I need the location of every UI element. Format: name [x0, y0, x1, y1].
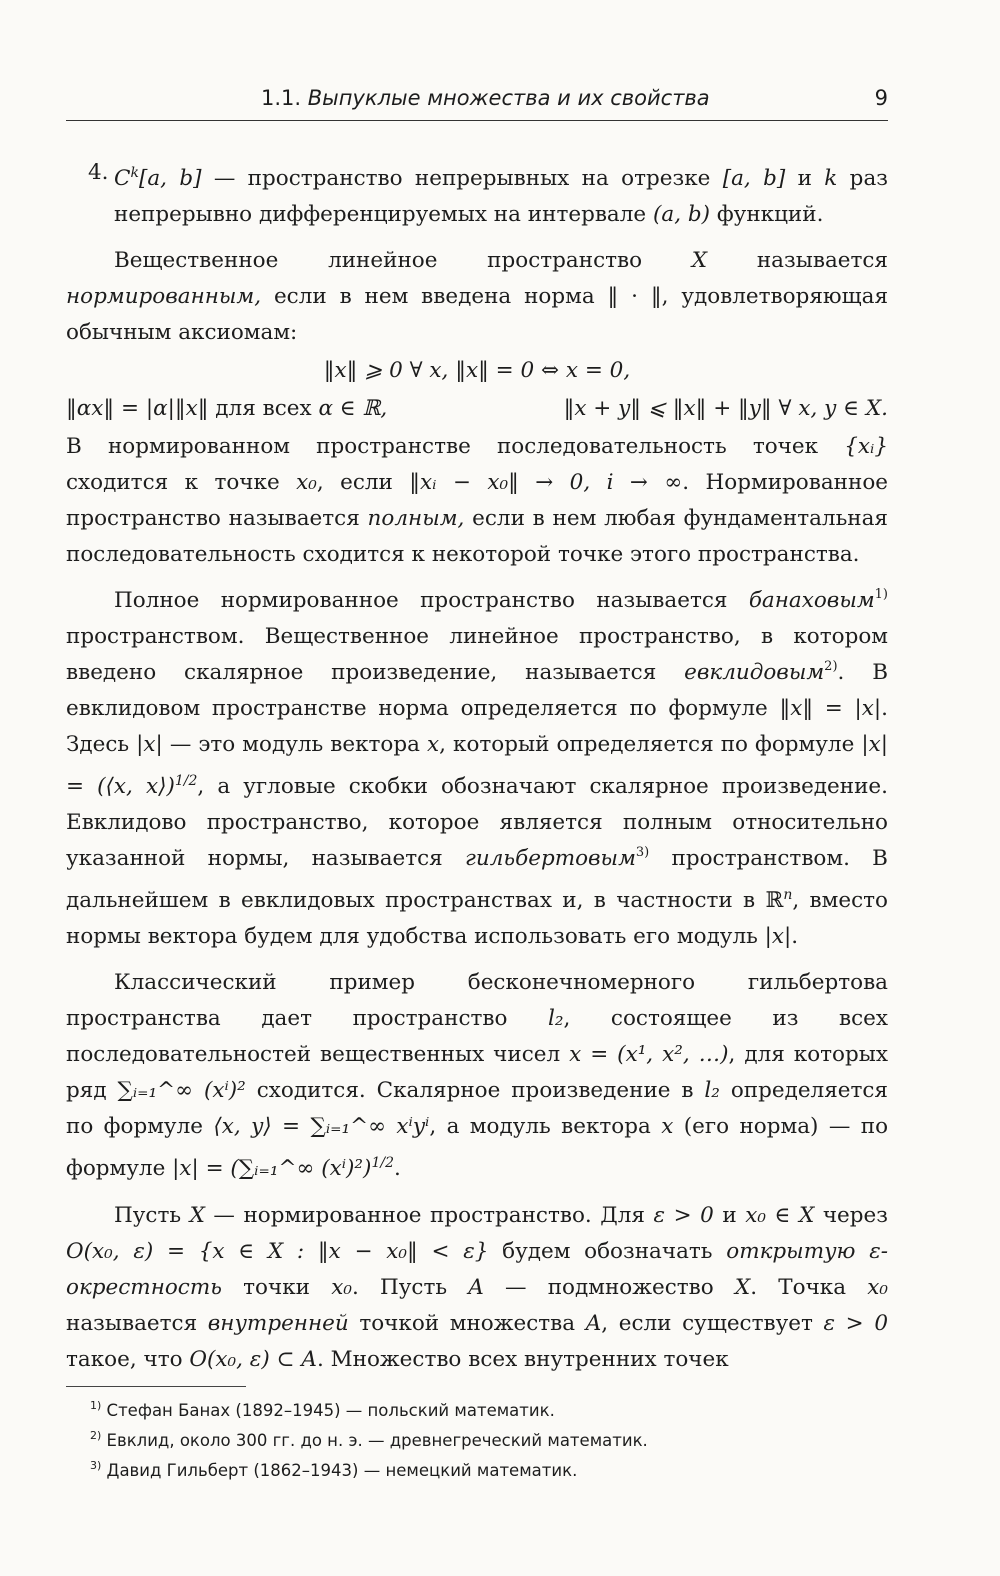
paragraph-neighborhood: Пусть X — нормированное пространство. Для ε > 0 и x₀ ∈ X через O(x₀, ε) = {x ∈ X : ‖x − x₀‖ < ε} будем обозначать открытую ε-окрестность точки x₀. Пусть A — подмножество X. Точка x₀ называется внутренней точкой множества A, если существует ε > 0 такое, что O(x₀, ε) ⊂ A. Множество всех внутренних точек [66, 1202, 889, 1372]
formula-norm-axiom-1: ‖x‖ ⩾ 0 ∀ x, ‖x‖ = 0 ⇔ x = 0, [323, 358, 631, 384]
list-item-number: 4. [88, 160, 109, 185]
formula-norm-axiom-2: ‖αx‖ = |α|‖x‖ для всех α ∈ ℝ, ‖x + y‖ ⩽ ‖x‖ + ‖y‖ ∀ x, y ∈ X. [66, 396, 888, 422]
page-body [66, 155, 888, 1378]
page-number: 9 [874, 86, 888, 110]
footnote-ref-1[interactable]: 1) [874, 587, 888, 603]
list-item-text: $C^k[a$, b] — пространство непрерывных на отрезке [a, b] и k раз непрерывно дифференцируемых на интервале (a, b) функций. [114, 165, 888, 228]
list-item-4 [66, 155, 888, 233]
paragraph-hilbert-l2: Классический пример бесконечномерного гильбертова пространства дает пространство l₂, состоящее из всех последовательностей вещественных чисел x = (x¹, x², …), для которых ряд ∑ᵢ₌₁^∞ (xⁱ)² сходится. Скалярное произведение в l₂ определяется по формуле ⟨x, y⟩ = ∑ᵢ₌₁^∞ xⁱyⁱ, а модуль вектора x (его норма) — по формуле |x| = (∑ᵢ₌₁^∞ (xⁱ)²)$^{1/2}$. [66, 970, 889, 1182]
footnote-ref-3[interactable]: 3) [635, 845, 650, 861]
running-header [66, 78, 888, 121]
footnote-ref-2[interactable]: 2) [824, 659, 838, 675]
footnote-2: $^{2)}$ Евклид, около 300 гг. до н. э. — древнегреческий математик. [90, 1429, 648, 1450]
footnote-divider [66, 1386, 246, 1387]
section-title: 1.1. Выпуклые множества и их свойства [261, 86, 710, 110]
paragraph-normed-space: Вещественное линейное пространство X называется нормированным, если в нем введена норма ‖ · ‖, удовлетворяющая обычным аксиомам: [66, 248, 889, 346]
footnote-3: $^{3)}$ Давид Гильберт (1862–1943) — немецкий математик. [90, 1459, 578, 1480]
paragraph-convergence: В нормированном пространстве последовательность точек {xᵢ} сходится к точке x₀, если ‖xᵢ − x₀‖ → 0, i → ∞. Нормированное пространство называется полным, если в нем любая фундаментальная последовательность сходится к некоторой точке этого пространства. [66, 434, 888, 568]
footnotes [90, 1396, 880, 1486]
paragraph-banach-euclid: Полное нормированное пространство называется банаховым$^{1)}$ пространством. Вещественное линейное пространство, в котором введено скалярное произведение, называется евклидовым$^{2)}$. В евклидовом пространстве норма определяется по формуле ‖x‖ = |x|. Здесь |x| — это модуль вектора x, который определяется по формуле |x| = (⟨x, x⟩)$^{1/2}$, а угловые скобки обозначают скалярное произведение. Евклидово пространство, которое является полным относительно указанной нормы, называется гильбертовым$^{3)}$ пространством. В дальнейшем в евклидовых пространствах и, в частности в ℝ$^n$, вместо нормы вектора будем для удобства использовать его модуль |x|. [66, 587, 889, 950]
footnote-1: $^{1)}$ Стефан Банах (1892–1945) — польский математик. [90, 1399, 555, 1420]
